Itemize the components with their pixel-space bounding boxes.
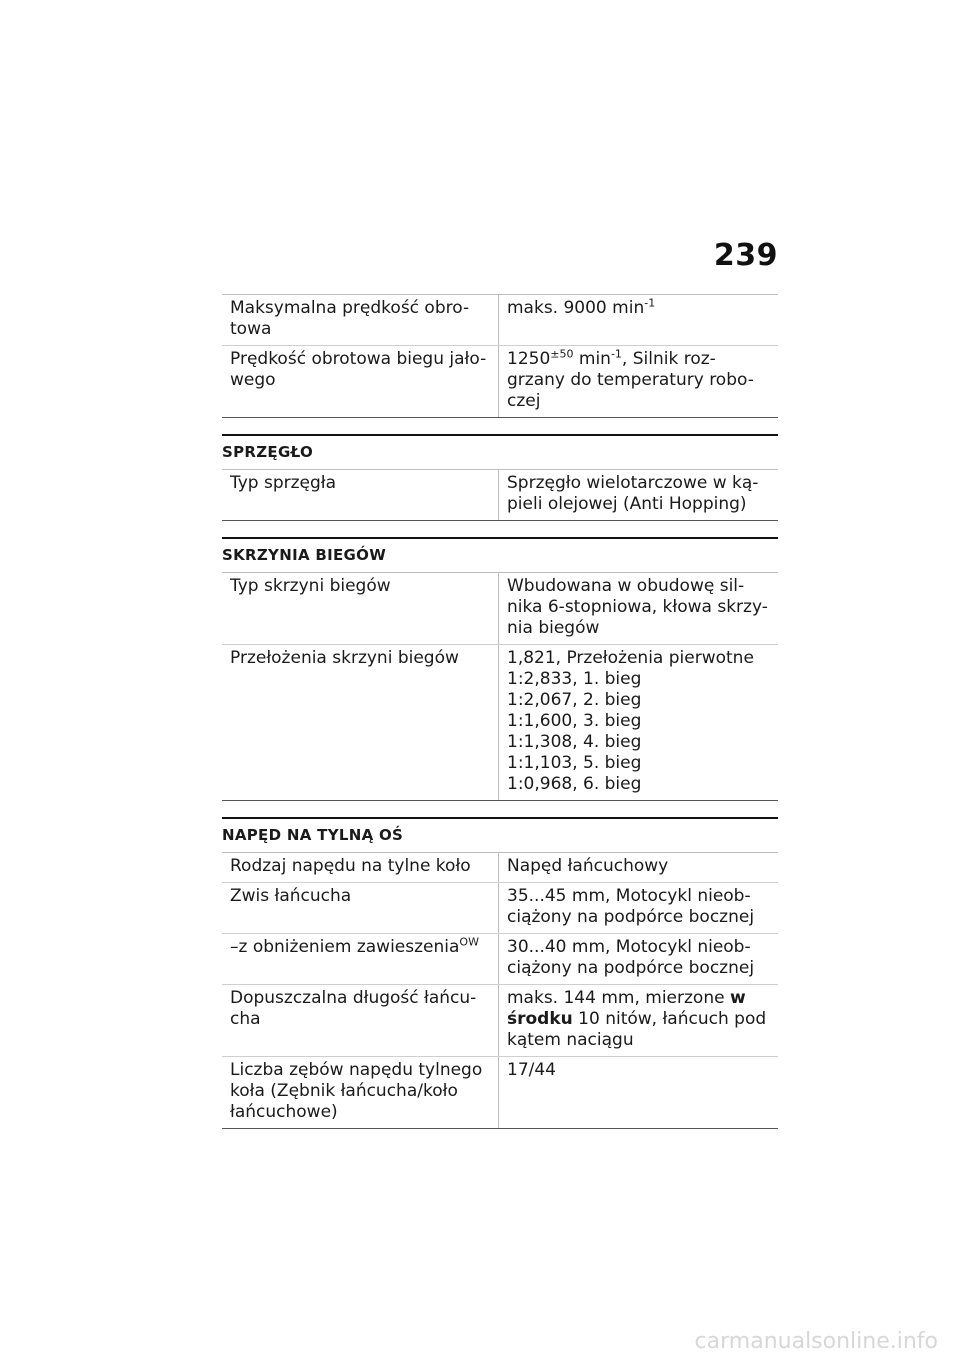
table-row — [222, 346, 778, 418]
spec-value — [499, 346, 779, 418]
spec-value: 30...40 mm, Motocykl nieob-ciążony na podpórce bocznej — [499, 934, 779, 985]
gear-ratio-line: 1:0,968, 6. bieg — [507, 774, 642, 794]
idle-value: 1250 — [507, 349, 551, 369]
gear-ratio-line: 1:2,067, 2. bieg — [507, 690, 642, 710]
drive-spec-table — [222, 852, 778, 1129]
gear-ratio-line: 1,821, Przełożenia pierwotne — [507, 648, 754, 668]
spec-label: Rodzaj napędu na tylne koło — [222, 853, 499, 883]
table-row — [222, 645, 778, 801]
spec-label: Typ sprzęgła — [222, 470, 499, 521]
page-number: 239 — [713, 238, 778, 273]
section-title-gearbox: SKRZYNIA BIEGÓW — [222, 537, 778, 572]
spec-value: 35...45 mm, Motocykl nieob-ciążony na podpórce bocznej — [499, 883, 779, 934]
gear-ratio-line: 1:1,600, 3. bieg — [507, 711, 642, 731]
spec-value: Sprzęgło wielotarczowe w ką-pieli olejowej (Anti Hopping) — [499, 470, 779, 521]
spec-label: Dopuszczalna długość łańcu-cha — [222, 985, 499, 1057]
gear-ratios-list — [499, 645, 779, 801]
chain-length-note: 10 nitów, łańcuch pod kątem naciągu — [507, 1009, 767, 1050]
engine-spec-table — [222, 294, 778, 418]
superscript: -1 — [644, 296, 656, 310]
spec-value: 17/44 — [499, 1057, 779, 1129]
clutch-spec-table — [222, 469, 778, 521]
spec-label: Zwis łańcucha — [222, 883, 499, 934]
idle-note: , Silnik roz-grzany do temperatury robo-czej — [507, 349, 754, 411]
gear-ratio-line: 1:1,103, 5. bieg — [507, 753, 642, 773]
table-row — [222, 883, 778, 934]
watermark: carmanualsonline.info — [694, 1329, 938, 1354]
superscript: -1 — [610, 347, 622, 361]
idle-unit: min — [573, 349, 611, 369]
spec-label: Maksymalna prędkość obro-towa — [222, 295, 499, 346]
spec-value: Wbudowana w obudowę sil-nika 6-stopniowa, kłowa skrzy-nia biegów — [499, 573, 779, 645]
spec-label: Liczba zębów napędu tylnego koła (Zębnik łańcucha/koło łańcuchowe) — [222, 1057, 499, 1129]
spec-value — [499, 985, 779, 1057]
bold-text: w środku — [507, 988, 746, 1029]
max-speed-value: maks. 9000 min — [507, 298, 645, 318]
table-row — [222, 934, 778, 985]
spec-label — [222, 934, 499, 985]
section-title-clutch: SPRZĘGŁO — [222, 434, 778, 469]
table-row — [222, 853, 778, 883]
gear-ratio-line: 1:2,833, 1. bieg — [507, 669, 642, 689]
spec-label: Prędkość obrotowa biegu jało-wego — [222, 346, 499, 418]
gear-ratio-line: 1:1,308, 4. bieg — [507, 732, 642, 752]
option-superscript: OW — [459, 935, 479, 949]
table-row — [222, 295, 778, 346]
table-row — [222, 573, 778, 645]
spec-value: Napęd łańcuchowy — [499, 853, 779, 883]
table-row — [222, 985, 778, 1057]
section-title-rear-drive: NAPĘD NA TYLNĄ OŚ — [222, 817, 778, 852]
spec-label: Typ skrzyni biegów — [222, 573, 499, 645]
lowered-label: –z obniżeniem zawieszenia — [230, 937, 460, 957]
spec-content — [222, 294, 778, 1129]
chain-length-value: maks. 144 mm, mierzone — [507, 988, 730, 1008]
table-row — [222, 1057, 778, 1129]
spec-label: Przełożenia skrzyni biegów — [222, 645, 499, 801]
gearbox-spec-table — [222, 572, 778, 801]
table-row — [222, 470, 778, 521]
tolerance-superscript: ±50 — [550, 347, 574, 361]
spec-value — [499, 295, 779, 346]
